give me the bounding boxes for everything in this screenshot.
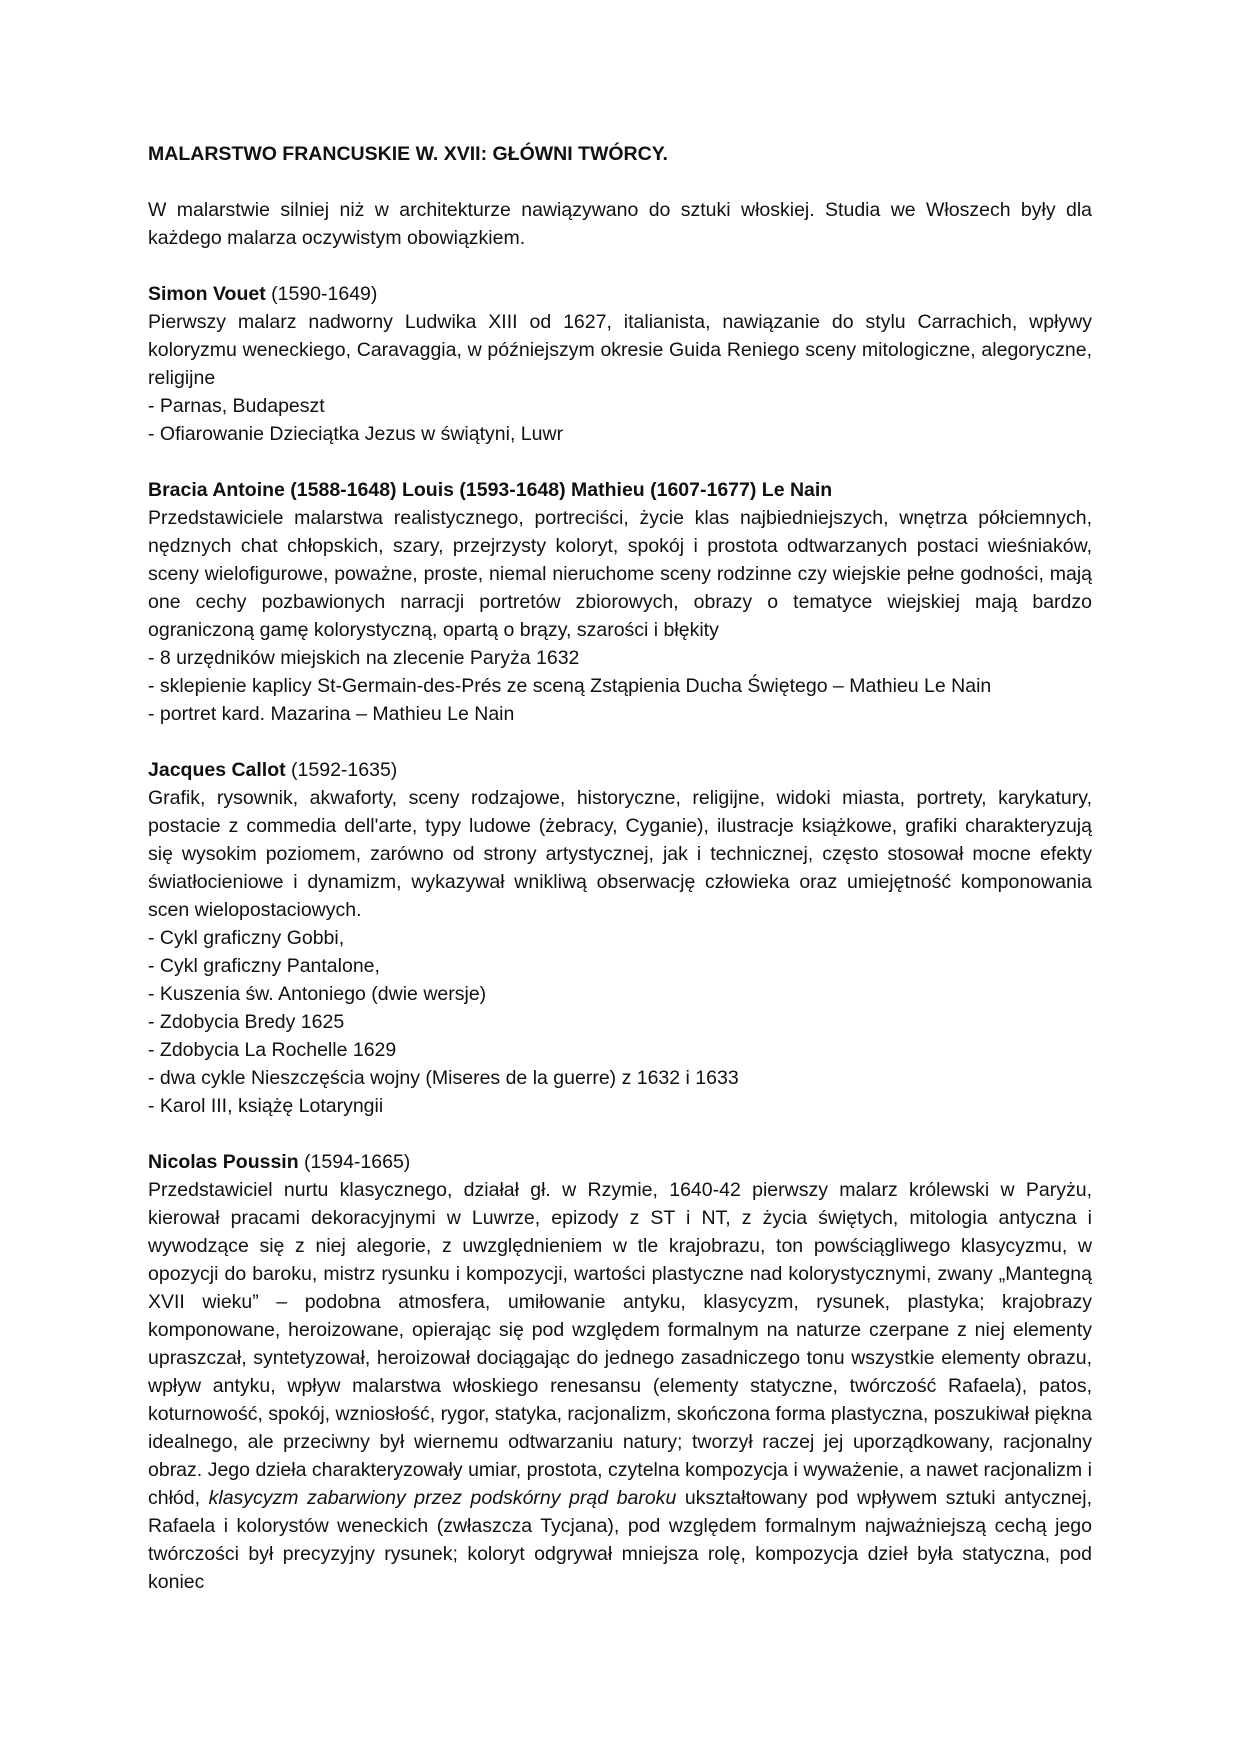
intro-paragraph: W malarstwie silniej niż w architekturze nawiązywano do sztuki włoskiej. Studia we Włoszech były dla każdego malarza oczywistym obowiązkiem. — [148, 199, 1092, 249]
artist-dates: (1590-1649) — [265, 283, 378, 305]
work-item: - Zdobycia Bredy 1625 — [148, 1011, 345, 1033]
section-heading — [148, 476, 1092, 504]
work-item: - Parnas, Budapeszt — [148, 395, 325, 417]
artist-dates: (1592-1635) — [285, 759, 398, 781]
description-italic: klasycyzm zabarwiony przez podskórny prąd baroku — [208, 1487, 677, 1509]
work-item: - Kuszenia św. Antoniego (dwie wersje) — [148, 983, 487, 1005]
artist-name: Bracia Antoine (1588-1648) Louis (1593-1648) Mathieu (1607-1677) Le Nain — [148, 479, 833, 501]
section-nicolas-poussin — [148, 1148, 1092, 1596]
description-part-1: Przedstawiciel nurtu klasycznego, działał gł. w Rzymie, 1640-42 pierwszy malarz królewski w Paryżu, kierował pracami dekoracyjnymi w Luwrze, epizody z ST i NT, z życia świętych, mitologia antyczna i wywodzące się z niej alegorie, z uwzględnieniem w tle krajobrazu, ton powściągliwego klasycyzmu, w opozycji do baroku, mistrz rysunku i kompozycji, wartości plastyczne nad kolorystycznymi, zwany „Mantegną XVII wieku” – podobna atmosfera, umiłowanie antyku, klasycyzm, rysunek, plastyka; krajobrazy komponowane, heroizowane, opierając się pod względem formalnym na naturze czerpane z niej elementy upraszczał, syntetyzował, heroizował dociągając do jednego zasadniczego tonu wszystkie elementy obrazu, wpływ antyku, wpływ malarstwa włoskiego renesansu (elementy statyczne, twórczość Rafaela), patos, koturnowość, spokój, wzniosłość, rygor, statyka, racjonalizm, skończona forma plastyczna, poszukiwał piękna idealnego, ale przeciwny był wiernemu odtwarzaniu natury; tworzył raczej jej uporządkowany, racjonalny obraz. Jego dzieła charakteryzowały umiar, prostota, czytelna kompozycja i wyważenie, a nawet racjonalizm i chłód, — [148, 1179, 1092, 1509]
artist-description: Pierwszy malarz nadworny Ludwika XIII od 1627, italianista, nawiązanie do stylu Carrachich, wpływy koloryzmu weneckiego, Caravaggia, w późniejszym okresie Guida Reniego sceny mitologiczne, alegoryczne, religijne — [148, 311, 1092, 389]
work-item: - Cykl graficzny Pantalone, — [148, 955, 380, 977]
section-le-nain — [148, 476, 1092, 728]
document-page — [148, 140, 1092, 1596]
artist-description: Przedstawiciele malarstwa realistycznego, portreciści, życie klas najbiedniejszych, wnętrza półciemnych, nędznych chat chłopskich, szary, przejrzysty koloryt, spokój i prostota odtwarzanych postaci wieśniaków, sceny wielofigurowe, poważne, proste, niemal nieruchome sceny rodzinne czy wiejskie pełne godności, mają one cechy pozbawionych narracji portretów zbiorowych, obrazy o tematyce wiejskiej mają bardzo ograniczoną gamę kolorystyczną, opartą o brązy, szarości i błękity — [148, 507, 1092, 641]
work-item: - portret kard. Mazarina – Mathieu Le Nain — [148, 703, 515, 725]
work-item: - Zdobycia La Rochelle 1629 — [148, 1039, 397, 1061]
description-part-2: ukształtowany pod wpływem sztuki antycznej, Rafaela i kolorystów weneckich (zwłaszcza Tycjana), pod względem formalnym najważniejszą cechą jego twórczości był precyzyjny rysunek; koloryt odgrywał mniejsza rolę, kompozycja dzieł była statyczna, pod koniec — [148, 1487, 1093, 1593]
section-heading — [148, 756, 1092, 784]
section-simon-vouet — [148, 280, 1092, 448]
section-heading — [148, 1148, 1092, 1176]
artist-dates: (1594-1665) — [298, 1151, 411, 1173]
artist-name: Nicolas Poussin — [148, 1151, 299, 1173]
artist-description: Grafik, rysownik, akwaforty, sceny rodzajowe, historyczne, religijne, widoki miasta, portrety, karykatury, postacie z commedia dell'arte, typy ludowe (żebracy, Cyganie), ilustracje książkowe, grafiki charakteryzują się wysokim poziomem, zarówno od strony artystycznej, jak i technicznej, często stosował mocne efekty światłocieniowe i dynamizm, wykazywał wnikliwą obserwację człowieka oraz umiejętność komponowania scen wielopostaciowych. — [148, 787, 1092, 921]
artist-name: Simon Vouet — [148, 283, 266, 305]
work-item: - Cykl graficzny Gobbi, — [148, 927, 345, 949]
document-title: MALARSTWO FRANCUSKIE W. XVII: GŁÓWNI TWÓRCY. — [148, 143, 668, 165]
work-item: - Karol III, książę Lotaryngii — [148, 1095, 384, 1117]
work-item: - 8 urzędników miejskich na zlecenie Paryża 1632 — [148, 647, 580, 669]
artist-name: Jacques Callot — [148, 759, 286, 781]
section-heading — [148, 280, 1092, 308]
work-item: - sklepienie kaplicy St-Germain-des-Prés ze sceną Zstąpienia Ducha Świętego – Mathieu Le Nain — [148, 675, 992, 697]
section-jacques-callot — [148, 756, 1092, 1120]
work-item: - Ofiarowanie Dzieciątka Jezus w świątyni, Luwr — [148, 423, 564, 445]
work-item: - dwa cykle Nieszczęścia wojny (Miseres de la guerre) z 1632 i 1633 — [148, 1067, 739, 1089]
artist-description — [148, 1176, 1092, 1596]
